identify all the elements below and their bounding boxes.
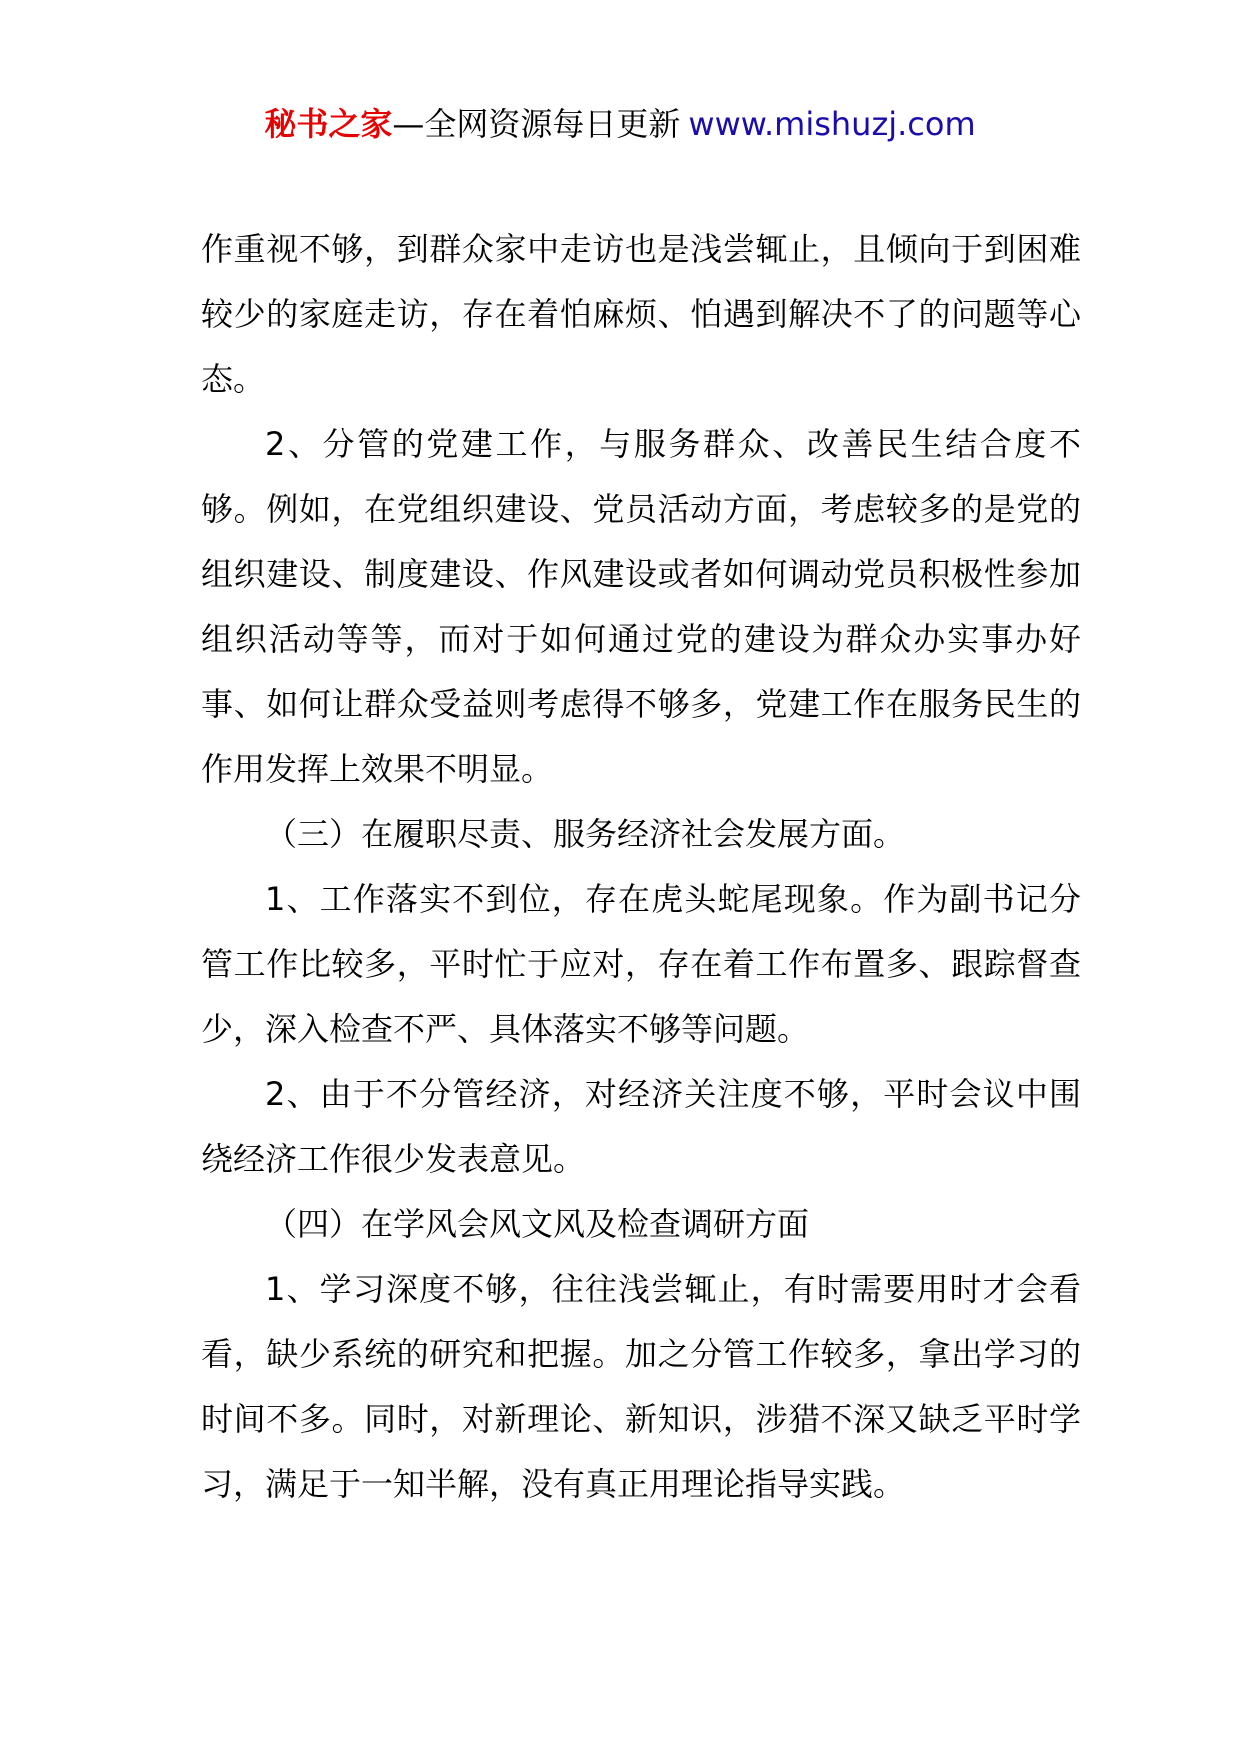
paragraph: 2、分管的党建工作，与服务群众、改善民生结合度不够。例如，在党组织建设、党员活动方面，考虑较多的是党的组织建设、制度建设、作风建设或者如何调动党员积极性参加组织活动等等，而对于如何通过党的建设为群众办实事办好事、如何让群众受益则考虑得不够多，党建工作在服务民生的作用发挥上效果不明显。 xyxy=(201,425,1081,788)
website-link[interactable]: www.mishuzj.com xyxy=(688,105,976,143)
section-heading: （三）在履职尽责、服务经济社会发展方面。 xyxy=(265,815,906,853)
paragraph: 1、工作落实不到位，存在虎头蛇尾现象。作为副书记分管工作比较多，平时忙于应对，存在着工作布置多、跟踪督查少，深入检查不严、具体落实不够等问题。 xyxy=(201,880,1081,1048)
brand-name: 秘书之家 xyxy=(264,105,393,143)
header-slogan: —全网资源每日更新 xyxy=(392,105,681,143)
paragraph: 1、学习深度不够，往往浅尝辄止，有时需要用时才会看看，缺少系统的研究和把握。加之分管工作较多，拿出学习的时间不多。同时，对新理论、新知识，涉猎不深又缺乏平时学习，满足于一知半解，没有真正用理论指导实践。 xyxy=(201,1270,1081,1503)
paragraph: 2、由于不分管经济，对经济关注度不够，平时会议中围绕经济工作很少发表意见。 xyxy=(201,1075,1081,1178)
section-heading: （四）在学风会风文风及检查调研方面 xyxy=(265,1205,810,1243)
site-header xyxy=(0,98,1240,150)
document-body xyxy=(201,217,1081,1517)
paragraph: 作重视不够，到群众家中走访也是浅尝辄止，且倾向于到困难较少的家庭走访，存在着怕麻烦、怕遇到解决不了的问题等心态。 xyxy=(201,230,1081,398)
